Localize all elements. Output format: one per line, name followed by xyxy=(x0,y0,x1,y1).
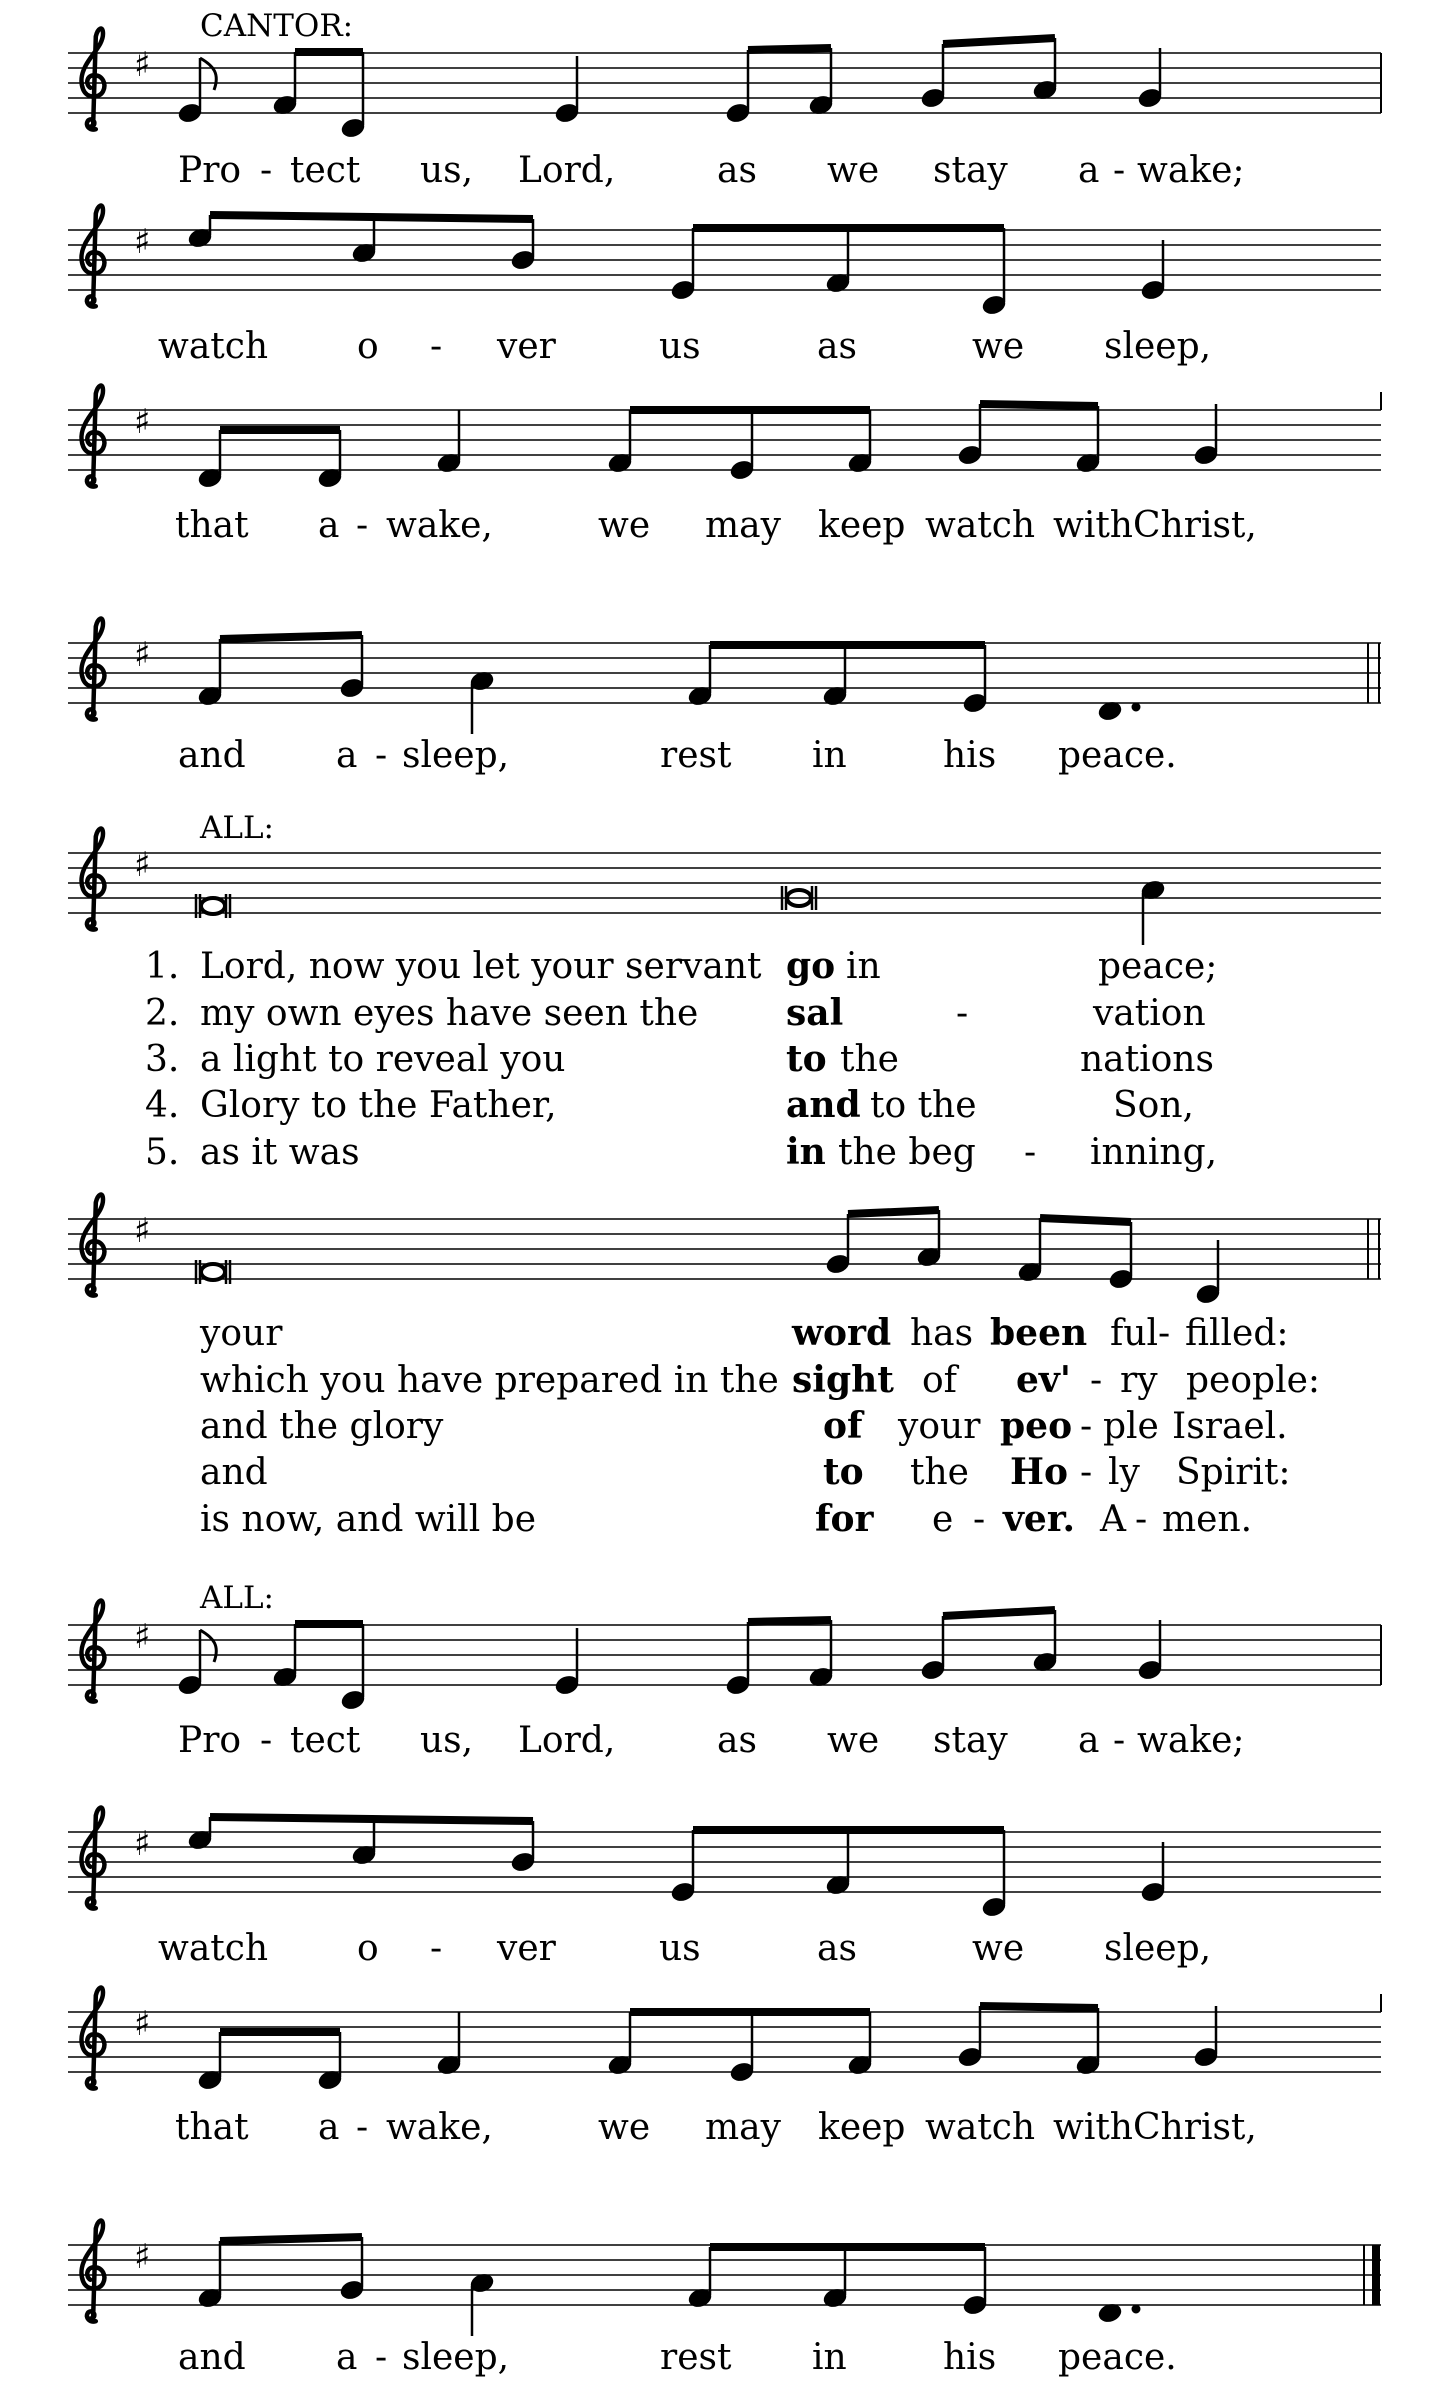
lyrics-line xyxy=(175,2107,1257,2148)
verse-line xyxy=(145,1038,1214,1080)
lyric-syllable: is now, and will be xyxy=(200,1499,537,1540)
lyric-syllable: - xyxy=(973,1499,986,1540)
lyric-syllable: us xyxy=(659,1928,701,1969)
lyric-syllable: Lord, xyxy=(518,150,616,191)
verse-line xyxy=(200,1359,1320,1401)
lyric-syllable: us xyxy=(659,326,701,367)
notes xyxy=(196,1210,1221,1305)
staff-system xyxy=(68,2221,1381,2378)
lyric-syllable: the xyxy=(840,1039,899,1080)
lyric-syllable: as xyxy=(817,1928,857,1969)
notes xyxy=(197,635,1140,734)
sharp-icon: ♯ xyxy=(134,402,151,442)
sharp-icon: ♯ xyxy=(134,2237,151,2277)
lyric-syllable: and xyxy=(786,1084,861,1126)
section-cantor xyxy=(68,8,1381,776)
lyric-syllable: with xyxy=(1053,2107,1133,2148)
sharp-icon: ♯ xyxy=(134,45,151,85)
verse-line xyxy=(200,1451,1291,1493)
lyric-syllable: - xyxy=(260,1720,273,1761)
lyric-syllable: your xyxy=(200,1313,283,1354)
lyric-syllable: word xyxy=(792,1312,892,1354)
lyric-syllable: watch xyxy=(158,326,269,367)
lyric-syllable: 3. xyxy=(145,1039,180,1080)
lyric-syllable: the beg xyxy=(838,1132,976,1173)
treble-clef-icon xyxy=(81,206,104,307)
lyric-syllable: of xyxy=(922,1360,957,1401)
lyric-syllable: - xyxy=(356,505,369,546)
lyric-syllable: - xyxy=(1024,1132,1037,1173)
lyric-syllable: tect xyxy=(290,150,361,191)
lyric-syllable: 5. xyxy=(145,1132,180,1173)
lyric-syllable: - xyxy=(1080,1406,1093,1447)
section-all-antiphon xyxy=(68,1580,1381,2378)
verse-line xyxy=(145,1084,1194,1126)
lyric-syllable: watch xyxy=(158,1928,269,1969)
lyric-syllable: to the xyxy=(870,1085,977,1126)
lyric-syllable: and xyxy=(178,735,246,776)
sharp-icon: ♯ xyxy=(134,1211,151,1251)
lyric-syllable: ver xyxy=(497,326,556,367)
staff-lines xyxy=(68,53,1381,113)
lyric-syllable: watch xyxy=(925,2107,1036,2148)
lyric-syllable: vation xyxy=(1093,993,1206,1034)
lyric-syllable: which you have prepared in the xyxy=(200,1360,779,1401)
lyric-syllable: in xyxy=(846,946,881,987)
lyrics-line xyxy=(158,326,1211,367)
treble-clef-icon xyxy=(81,829,104,930)
staff-lines xyxy=(68,230,1381,290)
lyrics-line xyxy=(178,1720,1245,1761)
lyric-syllable: your xyxy=(898,1406,981,1447)
lyric-syllable: with xyxy=(1053,505,1133,546)
notes xyxy=(197,2237,1140,2336)
lyric-syllable: filled: xyxy=(1185,1313,1289,1354)
lyric-syllable: in xyxy=(786,1131,826,1173)
lyric-syllable: us, xyxy=(420,1720,474,1761)
staff-lines xyxy=(68,1625,1381,1685)
lyric-syllable: may xyxy=(705,505,781,546)
verse-line xyxy=(199,1312,1289,1354)
lyric-syllable: my own eyes have seen the xyxy=(200,993,699,1034)
lyric-syllable: Pro xyxy=(178,1720,242,1761)
lyric-syllable: - xyxy=(375,735,388,776)
lyric-syllable: we xyxy=(972,326,1025,367)
lyric-syllable: Lord, xyxy=(518,1720,616,1761)
lyric-syllable: as it was xyxy=(200,1132,360,1173)
lyric-syllable: and the glory xyxy=(200,1406,444,1447)
treble-clef-icon xyxy=(81,29,104,130)
lyric-syllable: as xyxy=(717,1720,757,1761)
lyric-syllable: for xyxy=(815,1498,874,1540)
section-canticle xyxy=(68,810,1381,1540)
notes xyxy=(196,879,1166,945)
treble-clef-icon xyxy=(81,1601,104,1702)
lyric-syllable: we xyxy=(827,150,880,191)
lyric-syllable: - xyxy=(260,150,273,191)
staff-lines xyxy=(68,1219,1381,1279)
lyric-syllable: people: xyxy=(1186,1360,1321,1401)
lyric-syllable: wake, xyxy=(386,505,493,546)
lyric-syllable: A xyxy=(1100,1499,1126,1540)
lyric-syllable: 2. xyxy=(145,993,180,1034)
lyric-syllable: sleep, xyxy=(402,2337,510,2378)
lyric-syllable: Christ, xyxy=(1133,2107,1257,2148)
section-label: ALL: xyxy=(200,1580,275,1616)
lyric-syllable: been xyxy=(990,1312,1088,1354)
lyrics-line xyxy=(158,1928,1211,1969)
staff-lines xyxy=(68,643,1381,703)
lyric-syllable: Ho xyxy=(1010,1451,1069,1493)
verse-block-2 xyxy=(199,1312,1320,1540)
lyric-syllable: as xyxy=(717,150,757,191)
staff-lines xyxy=(68,2245,1381,2305)
lyric-syllable: sleep, xyxy=(402,735,510,776)
lyric-syllable: of xyxy=(823,1405,863,1447)
sharp-icon: ♯ xyxy=(134,1617,151,1657)
lyrics-line xyxy=(175,505,1257,546)
verse-line xyxy=(145,1131,1217,1173)
lyric-syllable: tect xyxy=(290,1720,361,1761)
lyric-syllable: a xyxy=(1078,1720,1100,1761)
verse-block-1 xyxy=(145,945,1217,1173)
lyrics-line xyxy=(178,735,1177,776)
lyric-syllable: that xyxy=(175,505,249,546)
lyric-syllable: - xyxy=(1113,1720,1126,1761)
lyric-syllable: ly xyxy=(1108,1452,1140,1493)
staff-system xyxy=(68,29,1381,191)
lyric-syllable: o xyxy=(357,326,379,367)
lyric-syllable: wake, xyxy=(386,2107,493,2148)
lyric-syllable: e xyxy=(932,1499,954,1540)
lyric-syllable: - xyxy=(430,1928,443,1969)
lyric-syllable: keep xyxy=(818,505,906,546)
lyric-syllable: wake; xyxy=(1137,150,1245,191)
lyric-syllable: a xyxy=(318,2107,340,2148)
lyric-syllable: Glory to the Father, xyxy=(200,1085,557,1126)
lyric-syllable: 1. xyxy=(145,946,180,987)
lyric-syllable: inning, xyxy=(1090,1132,1218,1173)
lyric-syllable: ev' xyxy=(1016,1359,1071,1401)
lyric-syllable: to xyxy=(823,1451,864,1493)
lyric-syllable: sal xyxy=(786,992,844,1034)
staff-system xyxy=(68,206,1381,367)
lyric-syllable: 4. xyxy=(145,1085,180,1126)
staff-system xyxy=(68,1988,1381,2148)
lyric-syllable: we xyxy=(598,2107,651,2148)
lyric-syllable: sleep, xyxy=(1104,1928,1212,1969)
sharp-icon: ♯ xyxy=(134,2004,151,2044)
lyric-syllable: may xyxy=(705,2107,781,2148)
lyric-syllable: sight xyxy=(792,1359,894,1401)
sharp-icon: ♯ xyxy=(134,222,151,262)
lyric-syllable: stay xyxy=(933,1720,1008,1761)
lyric-syllable: ver xyxy=(497,1928,556,1969)
lyric-syllable: a xyxy=(1078,150,1100,191)
lyric-syllable: - xyxy=(375,2337,388,2378)
staff-lines xyxy=(68,853,1381,913)
section-label: ALL: xyxy=(200,810,275,846)
lyric-syllable: as xyxy=(817,326,857,367)
treble-clef-icon xyxy=(81,386,104,487)
sharp-icon: ♯ xyxy=(134,1824,151,1864)
staff-system xyxy=(68,386,1381,546)
lyric-syllable: - xyxy=(1090,1360,1103,1401)
staff-lines xyxy=(68,410,1381,470)
lyric-syllable: a xyxy=(336,735,358,776)
lyrics-line xyxy=(178,150,1245,191)
lyric-syllable: in xyxy=(812,735,847,776)
lyric-syllable: ver. xyxy=(1003,1498,1076,1540)
verse-line xyxy=(145,992,1206,1034)
lyric-syllable: ple xyxy=(1103,1406,1159,1447)
breve-note xyxy=(196,1260,230,1284)
lyric-syllable: - xyxy=(430,326,443,367)
sharp-icon: ♯ xyxy=(134,845,151,885)
verse-line xyxy=(200,1405,1288,1447)
lyric-syllable: we xyxy=(598,505,651,546)
staff-lines xyxy=(68,2012,1381,2072)
lyric-syllable: sleep, xyxy=(1104,326,1212,367)
lyric-syllable: - xyxy=(1113,150,1126,191)
treble-clef-icon xyxy=(81,1808,104,1909)
lyric-syllable: in xyxy=(812,2337,847,2378)
lyrics-line xyxy=(178,2337,1177,2378)
lyric-syllable: go xyxy=(786,945,836,987)
lyric-syllable: - xyxy=(1135,1499,1148,1540)
lyric-syllable: and xyxy=(178,2337,246,2378)
lyric-syllable: that xyxy=(175,2107,249,2148)
lyric-syllable: stay xyxy=(933,150,1008,191)
lyric-syllable: Pro xyxy=(178,150,242,191)
lyric-syllable: Israel. xyxy=(1172,1406,1288,1447)
lyric-syllable: his xyxy=(943,735,997,776)
lyric-syllable: us, xyxy=(420,150,474,191)
staff-lines xyxy=(68,1832,1381,1892)
lyric-syllable: a light to reveal you xyxy=(200,1039,566,1080)
lyric-syllable: Spirit: xyxy=(1176,1452,1291,1493)
lyric-syllable: rest xyxy=(660,2337,732,2378)
staff-system xyxy=(68,1808,1381,1969)
lyric-syllable: to xyxy=(786,1038,827,1080)
lyric-syllable: Son, xyxy=(1113,1085,1194,1126)
lyric-syllable: peace. xyxy=(1058,735,1177,776)
notes xyxy=(197,404,1219,489)
lyric-syllable: we xyxy=(827,1720,880,1761)
section-label: CANTOR: xyxy=(200,8,354,44)
lyric-syllable: his xyxy=(943,2337,997,2378)
lyric-syllable: nations xyxy=(1080,1039,1214,1080)
treble-clef-icon xyxy=(81,2221,104,2322)
treble-clef-icon xyxy=(81,1195,104,1296)
notes xyxy=(197,2006,1219,2091)
treble-clef-icon xyxy=(81,1988,104,2089)
lyric-syllable: Lord, now you let your servant xyxy=(200,946,762,987)
treble-clef-icon xyxy=(81,619,104,720)
lyric-syllable: peo xyxy=(1000,1405,1073,1447)
staff-system xyxy=(68,1195,1381,1306)
lyric-syllable: ful- xyxy=(1110,1313,1171,1354)
lyric-syllable: peace; xyxy=(1098,946,1218,987)
lyric-syllable: watch xyxy=(925,505,1036,546)
lyric-syllable: the xyxy=(910,1452,969,1493)
lyric-syllable: peace. xyxy=(1058,2337,1177,2378)
lyric-syllable: a xyxy=(318,505,340,546)
breve-note xyxy=(196,894,230,918)
staff-system xyxy=(68,619,1381,776)
lyric-syllable: ry xyxy=(1120,1360,1158,1401)
lyric-syllable: has xyxy=(910,1313,974,1354)
lyric-syllable: o xyxy=(357,1928,379,1969)
lyric-syllable: wake; xyxy=(1137,1720,1245,1761)
lyric-syllable: - xyxy=(1080,1452,1093,1493)
lyric-syllable: keep xyxy=(818,2107,906,2148)
verse-line xyxy=(145,945,1217,987)
lyric-syllable: we xyxy=(972,1928,1025,1969)
lyric-syllable: a xyxy=(336,2337,358,2378)
lyric-syllable: rest xyxy=(660,735,732,776)
lyric-syllable: Christ, xyxy=(1133,505,1257,546)
lyric-syllable: - xyxy=(956,993,969,1034)
lyric-syllable: and xyxy=(200,1452,268,1493)
verse-line xyxy=(200,1498,1252,1540)
staff-system xyxy=(68,1601,1381,1761)
lyric-syllable: - xyxy=(356,2107,369,2148)
sharp-icon: ♯ xyxy=(134,635,151,675)
lyric-syllable: men. xyxy=(1162,1499,1253,1540)
